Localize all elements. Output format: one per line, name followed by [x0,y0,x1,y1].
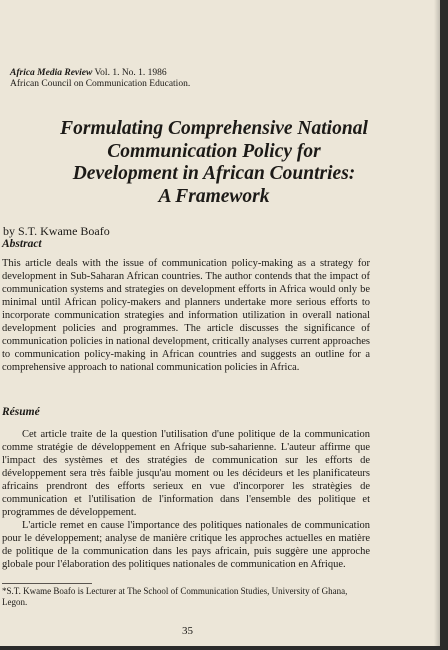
author-footnote: *S.T. Kwame Boafo is Lecturer at The School of Communication Studies, University of Ghana, Legon. [2,586,348,607]
resume-heading: Résumé [2,406,40,418]
journal-name: Africa Media Review [10,68,93,78]
abstract-heading: Abstract [2,238,42,250]
resume-paragraph: Cet article traite de la question l'utilisation d'une politique de la communication comme stratégie de développement en Afrique sub-saharienne. L'auteur affirme que l'impact des systèmes et des stratégies de communication sur les efforts de développement sera très faible jusqu'au moment ou les décideurs et les planificateurs africains prendront des efforts serieux en vue d'incorporer les stratègies de communication et l'utilisation de l'information dans l'ensemble des politique et programmes de développement. [2,429,370,518]
title-line: Development in African Countries: [72,163,356,184]
article-author: by S.T. Kwame Boafo [3,224,110,238]
title-line: Communication Policy for [107,140,321,162]
resume-text [2,428,370,571]
journal-publisher: African Council on Communication Education. [10,79,191,89]
title-line: Formulating Comprehensive National [60,118,368,139]
abstract-text: This article deals with the issue of communication policy-making as a strategy for development in Sub-Saharan African countries. The author contends that the impact of communication systems and strategies on development efforts in Africa would only be minimal until African policy-makers and planners undertake more serious efforts to incorporate communication strategies and information utilization in overall national development policies and programmes. The article discusses the significance of communication policies in national development, critically analyses current approaches to communication policy-making in African countries and suggests an outline for a comprehensive approach to national communication policies in Africa. [2,258,370,373]
resume-paragraph: L'article remet en cause l'importance des politiques nationales de communication pour le développement; analyse de manière critique les approches actuelles en matière de politique de la communication dans les pays africain, puis suggère une approche globale pour l'élaboration des politiques nationales de communication en Afrique. [2,520,370,570]
page-number: 35 [182,625,193,637]
article-title [8,118,420,208]
journal-header [10,68,190,90]
title-line: A Framework [158,185,270,207]
journal-issue: Vol. 1. No. 1. 1986 [94,68,167,78]
footnote-rule [2,583,92,584]
journal-citation [10,68,190,79]
